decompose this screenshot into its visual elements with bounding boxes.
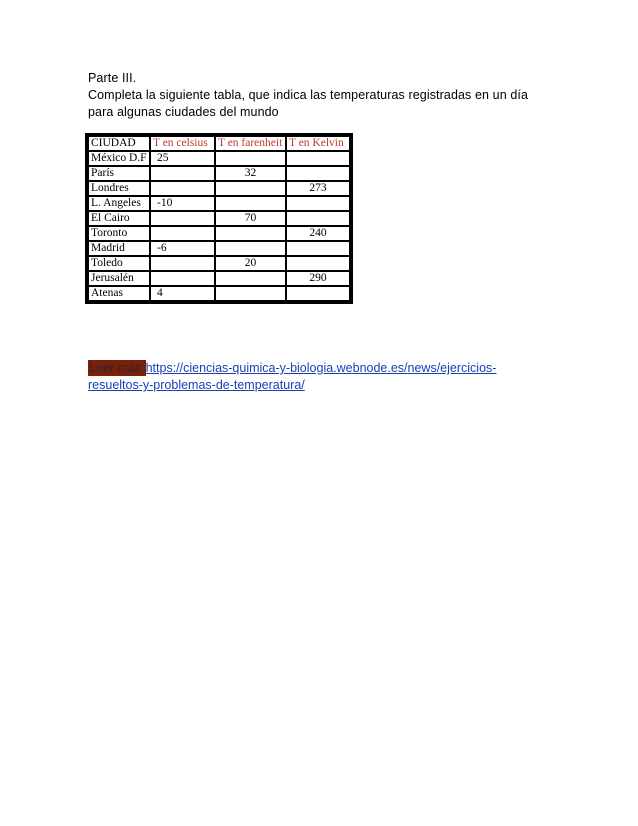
header-fahrenheit: T en farenheit — [215, 136, 286, 151]
source-link-line-1: https://ciencias-quimica-y-biologia.webnode.es/news/ejercicios- — [145, 361, 497, 375]
table-row — [88, 196, 350, 211]
cell-kelvin — [286, 286, 350, 301]
cell-celsius — [150, 271, 215, 286]
table-row — [88, 151, 350, 166]
source-link-line-2: resueltos-y-problemas-de-temperatura/ — [88, 378, 305, 392]
cell-fahrenheit — [215, 181, 286, 196]
header-kelvin: T en Kelvin — [286, 136, 350, 151]
cell-fahrenheit — [215, 226, 286, 241]
cell-fahrenheit: 70 — [215, 211, 286, 226]
instruction-line-2: para algunas ciudades del mundo — [88, 105, 279, 119]
cell-kelvin — [286, 241, 350, 256]
cell-celsius — [150, 256, 215, 271]
cell-celsius: 25 — [150, 151, 215, 166]
cell-celsius: -10 — [150, 196, 215, 211]
table-row — [88, 271, 350, 286]
cell-kelvin — [286, 196, 350, 211]
cell-city: L. Angeles — [88, 196, 150, 211]
cell-celsius: 4 — [150, 286, 215, 301]
table-row — [88, 241, 350, 256]
table-row — [88, 286, 350, 301]
cell-city: Jerusalén — [88, 271, 150, 286]
cell-city: Atenas — [88, 286, 150, 301]
cell-fahrenheit — [215, 196, 286, 211]
table-row — [88, 256, 350, 271]
cell-city: Madrid — [88, 241, 150, 256]
intro-text — [88, 70, 548, 121]
cell-city: México D.F — [88, 151, 150, 166]
cell-city: Londres — [88, 181, 150, 196]
cell-kelvin: 273 — [286, 181, 350, 196]
cell-city: Toronto — [88, 226, 150, 241]
cell-fahrenheit: 20 — [215, 256, 286, 271]
cell-kelvin: 290 — [286, 271, 350, 286]
header-celsius: T en celsius — [150, 136, 215, 151]
header-city: CIUDAD — [88, 136, 150, 151]
cell-kelvin — [286, 211, 350, 226]
cell-celsius — [150, 181, 215, 196]
cell-fahrenheit: 32 — [215, 166, 286, 181]
temperature-table — [87, 135, 351, 302]
cell-city: París — [88, 166, 150, 181]
cell-celsius — [150, 211, 215, 226]
cell-celsius — [150, 166, 215, 181]
cell-kelvin: 240 — [286, 226, 350, 241]
read-more-label: Leer más: — [89, 361, 145, 375]
cell-fahrenheit — [215, 271, 286, 286]
cell-fahrenheit — [215, 286, 286, 301]
cell-city: Toledo — [88, 256, 150, 271]
table-row — [88, 166, 350, 181]
table-body — [88, 151, 350, 301]
cell-fahrenheit — [215, 241, 286, 256]
cell-kelvin — [286, 151, 350, 166]
source-link[interactable] — [88, 361, 496, 392]
table-row — [88, 211, 350, 226]
instruction-line-1: Completa la siguiente tabla, que indica las temperaturas registradas en un día — [88, 88, 529, 102]
read-more-block — [88, 360, 558, 394]
table-header-row — [88, 136, 350, 151]
cell-city: El Cairo — [88, 211, 150, 226]
cell-celsius: -6 — [150, 241, 215, 256]
cell-kelvin — [286, 256, 350, 271]
table-row — [88, 226, 350, 241]
cell-celsius — [150, 226, 215, 241]
table-row — [88, 181, 350, 196]
cell-fahrenheit — [215, 151, 286, 166]
section-title: Parte III. — [88, 71, 137, 85]
cell-kelvin — [286, 166, 350, 181]
